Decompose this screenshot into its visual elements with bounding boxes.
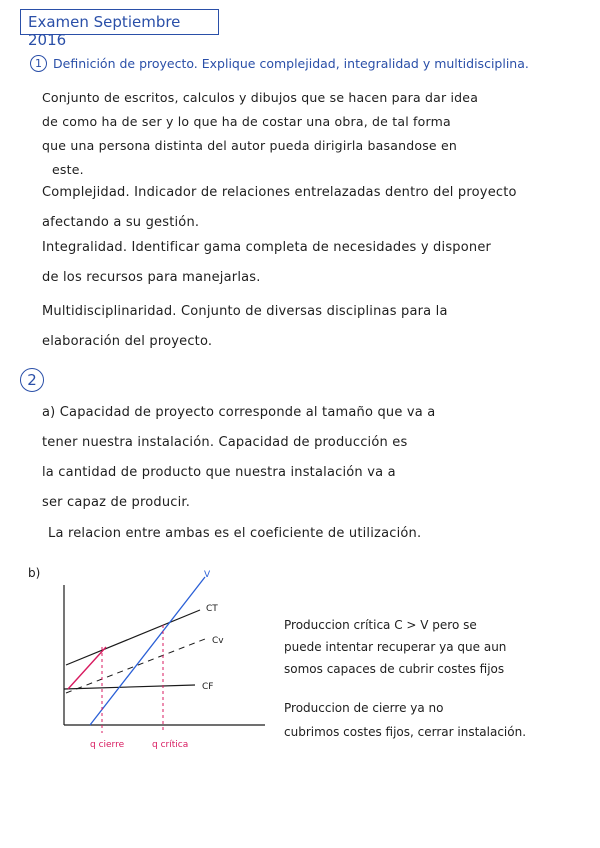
- part-a-line: la cantidad de producto que nuestra instalación va a: [42, 465, 396, 480]
- label-v: V: [204, 570, 211, 580]
- total-cost-line: [66, 610, 200, 665]
- label-q-critica: q crítica: [152, 740, 189, 750]
- critical-tangent-line: [68, 647, 106, 689]
- label-cv: Cv: [212, 636, 224, 646]
- relation-sentence: La relacion entre ambas es el coeficiente de utilización.: [48, 526, 422, 541]
- definition-line: este.: [52, 162, 84, 177]
- part-b-label: b): [28, 566, 41, 580]
- label-cf: CF: [202, 682, 214, 692]
- definition-line: de como ha de ser y lo que ha de costar una obra, de tal forma: [42, 114, 451, 129]
- complejidad-line: afectando a su gestión.: [42, 215, 200, 230]
- definition-paragraph: [42, 86, 478, 182]
- part-a-paragraph: [42, 398, 435, 518]
- label-q-cierre: q cierre: [90, 740, 125, 750]
- question-1-heading: [30, 55, 529, 72]
- definition-line: que una persona distinta del autor pueda dirigirla basandose en: [42, 138, 457, 153]
- exam-title: Examen Septiembre 2016: [20, 9, 219, 35]
- note-produccion-critica: [284, 614, 506, 680]
- note-critica-line: puede intentar recuperar ya que aun: [284, 640, 507, 654]
- multidisciplinaridad-line: Multidisciplinaridad. Conjunto de diversas disciplinas para la: [42, 304, 448, 319]
- part-a-line: ser capaz de producir.: [42, 495, 191, 510]
- question-2-number: 2: [20, 368, 44, 392]
- integralidad-paragraph: [42, 233, 491, 293]
- multidisciplinaridad-line: elaboración del proyecto.: [42, 334, 213, 349]
- fixed-cost-line: [64, 685, 195, 689]
- complejidad-line: Complejidad. Indicador de relaciones entrelazadas dentro del proyecto: [42, 185, 517, 200]
- note-critica-line: Produccion crítica C > V pero se: [284, 618, 477, 632]
- question-1-text: Definición de proyecto. Explique complejidad, integralidad y multidisciplina.: [53, 56, 529, 71]
- note-produccion-cierre: [284, 696, 526, 744]
- definition-line: Conjunto de escritos, calculos y dibujos que se hacen para dar idea: [42, 90, 479, 105]
- note-cierre-line: cubrimos costes fijos, cerrar instalación.: [284, 725, 527, 739]
- complejidad-paragraph: [42, 178, 517, 238]
- note-critica-line: somos capaces de cubrir costes fijos: [284, 662, 505, 676]
- label-ct: CT: [206, 604, 218, 614]
- cost-graph: [50, 565, 280, 765]
- question-1-number: 1: [30, 55, 47, 72]
- integralidad-line: Integralidad. Identificar gama completa de necesidades y disponer: [42, 240, 492, 255]
- integralidad-line: de los recursos para manejarlas.: [42, 270, 261, 285]
- part-a-line: a) Capacidad de proyecto corresponde al tamaño que va a: [42, 405, 436, 420]
- note-cierre-line: Produccion de cierre ya no: [284, 701, 444, 715]
- multidisciplinaridad-paragraph: [42, 297, 448, 357]
- part-a-line: tener nuestra instalación. Capacidad de producción es: [42, 435, 408, 450]
- revenue-line: [90, 577, 205, 725]
